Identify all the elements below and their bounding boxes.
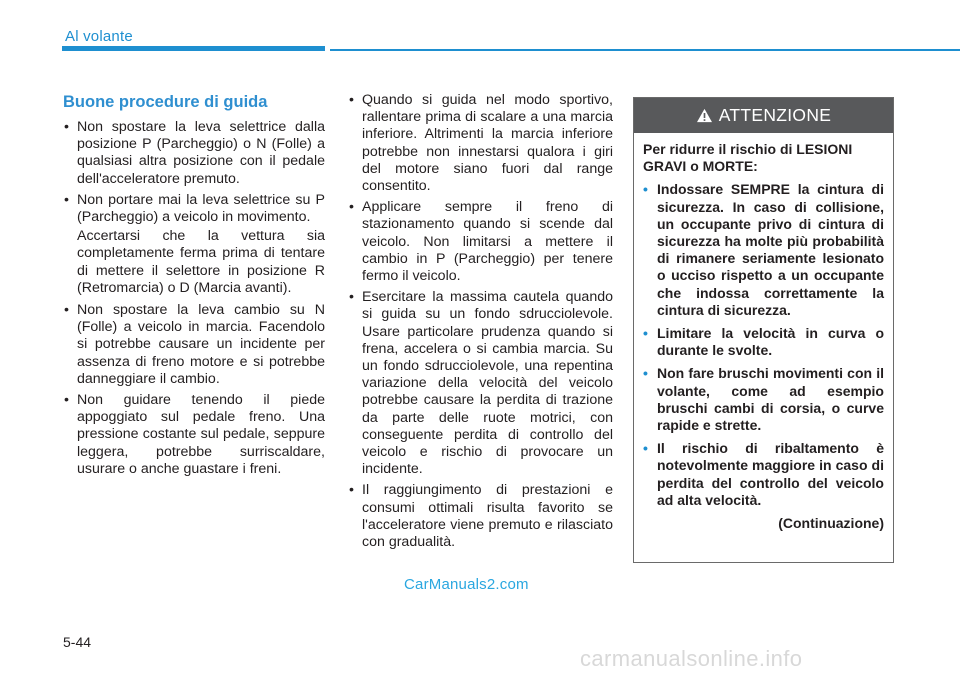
list-item: • Quando si guida nel modo sportivo, rallentare prima di scalare a una marcia inferiore. Altrimenti la marcia inferiore potrebbe non innestarsi qualora i giri del motore siano fuori dal range consentito. — [348, 92, 613, 195]
warning-item: • Non fare bruschi movimenti con il volante, come ad esempio bruschi cambi di corsia, o curve rapide e strette. — [643, 365, 884, 434]
warning-item: • Indossare SEMPRE la cintura di sicurezza. In caso di collisione, un occupante privo di cintura di sicurezza ha molte più probabilità di rimanere seriamente lesionato o ucciso rispetto a un occupante che indossa correttamente la cintura di sicurezza. — [643, 181, 884, 319]
list-item: • Esercitare la massima cautela quando si guida su un fondo sdrucciolevole. Usare particolare prudenza quando si frena, accelera o si cambia marcia. Su un fondo sdrucciolevole, una repentina variazione della velocità del veicolo potrebbe causare la perdita di trazione da parte delle ruote motrici, con conseguente perdita di controllo del veicolo e rischio di provocare un incidente. — [348, 289, 613, 478]
list-item: • Non guidare tenendo il piede appoggiato sul pedale freno. Una pressione costante sul pedale, seppure leggera, potrebbe surriscaldare, usurare o anche guastare i freni. — [63, 392, 325, 478]
warning-box — [633, 97, 894, 563]
sub-paragraph: Accertarsi che la vettura sia completamente ferma prima di tentare di mettere il selettore in posizione R (Retromarcia) o D (Marcia avanti). — [77, 228, 325, 296]
bullet-list-left-2 — [63, 302, 325, 478]
warning-list — [643, 181, 884, 509]
footer-watermark: carmanualsonline.info — [580, 646, 803, 671]
warning-item: • Limitare la velocità in curva o durante le svolte. — [643, 325, 884, 359]
header-rule-thick — [62, 46, 325, 51]
header-rule-thin — [330, 49, 960, 51]
bullet-list-left — [63, 119, 325, 226]
middle-column — [348, 92, 613, 555]
bullet-list-middle — [348, 92, 613, 551]
warning-title: ATTENZIONE — [718, 105, 832, 125]
continuation-label: (Continuazione) — [778, 515, 884, 532]
warning-header — [634, 98, 893, 133]
list-item: • Non portare mai la leva selettrice su P (Parcheggio) a veicolo in movimento. — [63, 192, 325, 226]
list-item: • Il raggiungimento di prestazioni e consumi ottimali risulta favorito se l'acceleratore viene premuto e rilasciato con gradualità. — [348, 482, 613, 551]
list-item: • Non spostare la leva selettrice dalla posizione P (Parcheggio) o N (Folle) a qualsiasi altra posizione con il pedale dell'acceleratore premuto. — [63, 119, 325, 188]
list-item: • Non spostare la leva cambio su N (Folle) a veicolo in marcia. Facendolo si potrebbe causare un incidente per assenza di freno motore e si potrebbe danneggiare il cambio. — [63, 302, 325, 388]
warning-body — [634, 133, 893, 532]
warning-item: • Il rischio di ribaltamento è notevolmente maggiore in caso di perdita del controllo del veicolo ad alta velocità. — [643, 440, 884, 509]
watermark-link[interactable]: CarManuals2.com — [404, 576, 529, 593]
warning-intro: Per ridurre il rischio di LESIONI GRAVI o MORTE: — [643, 141, 853, 175]
left-column — [63, 92, 325, 482]
section-heading: Buone procedure di guida — [63, 93, 268, 111]
section-title: Al volante — [65, 28, 133, 45]
warning-triangle-icon — [696, 108, 713, 123]
list-item: • Applicare sempre il freno di stazionamento quando si scende dal veicolo. Non limitarsi a mettere il cambio in P (Parcheggio) per tenere fermo il veicolo. — [348, 199, 613, 285]
page-number: 5-44 — [63, 634, 92, 650]
